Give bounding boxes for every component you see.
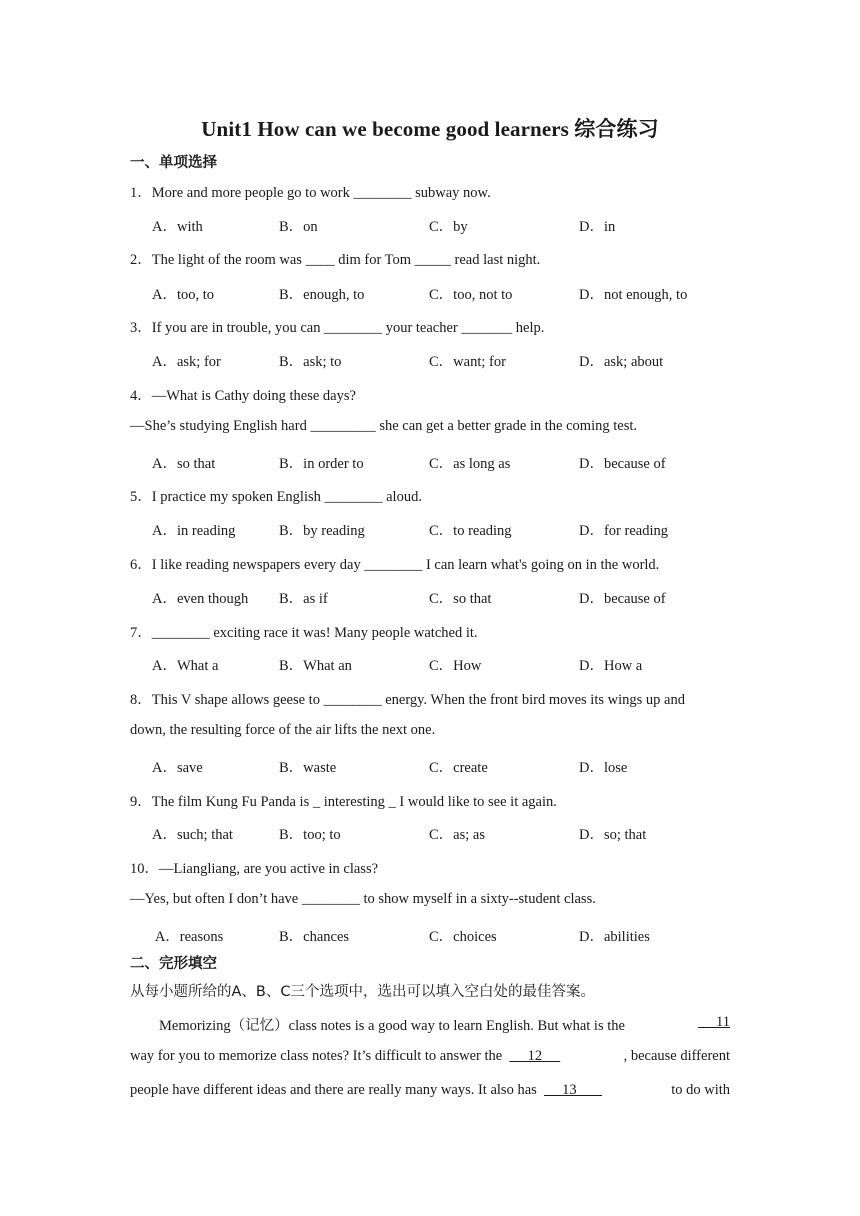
question-1: 1．More and more people go to work ________ subway now. <box>130 185 491 201</box>
option-c[interactable]: C．How <box>429 658 482 674</box>
page-title: Unit1 How can we become good learners 综合练习 <box>201 117 659 141</box>
question-4-options <box>152 452 752 472</box>
option-b[interactable]: B．enough, to <box>279 287 365 303</box>
option-c[interactable]: C．too, not to <box>429 287 513 303</box>
option-b[interactable]: B．chances <box>279 929 350 945</box>
option-a[interactable]: A．with <box>152 219 203 235</box>
passage-line-2 <box>130 1048 730 1065</box>
option-d[interactable]: D．in <box>579 219 616 235</box>
option-c[interactable]: C．as long as <box>429 456 511 472</box>
section-heading-cloze: 二、完形填空 <box>130 956 217 972</box>
option-d[interactable]: D．How a <box>579 658 643 674</box>
option-c[interactable]: C．so that <box>429 591 492 607</box>
option-b[interactable]: B．in order to <box>279 456 364 472</box>
question-7: 7．________ exciting race it was! Many people watched it. <box>130 625 478 641</box>
question-9-options <box>152 823 752 843</box>
question-8-options <box>152 756 752 776</box>
question-9: 9．The film Kung Fu Panda is _ interesting _ I would like to see it again. <box>130 794 557 810</box>
option-a[interactable]: A．reasons <box>152 929 224 945</box>
option-a[interactable]: A．even though <box>152 591 249 607</box>
question-8-line-2: down, the resulting force of the air lifts the next one. <box>130 722 436 738</box>
question-3-options <box>152 350 752 370</box>
option-b[interactable]: B．by reading <box>279 523 365 539</box>
option-d[interactable]: D．because of <box>579 591 666 607</box>
option-a[interactable]: A．such; that <box>152 827 233 843</box>
option-b[interactable]: B．waste <box>279 760 337 776</box>
passage-text: , because different <box>623 1048 730 1064</box>
option-d[interactable]: D．for reading <box>579 523 668 539</box>
passage-text: people have different ideas and there are really many ways. It also has <box>130 1082 545 1098</box>
option-d[interactable]: D．abilities <box>579 929 650 945</box>
question-6-options <box>152 587 752 607</box>
option-b[interactable]: B．as if <box>279 591 328 607</box>
option-d[interactable]: D．because of <box>579 456 666 472</box>
question-2-options <box>152 283 752 303</box>
option-c[interactable]: C．by <box>429 219 468 235</box>
question-10: 10．—Liangliang, are you active in class? <box>130 861 379 877</box>
passage-line-3 <box>130 1082 730 1099</box>
option-d[interactable]: D．lose <box>579 760 628 776</box>
option-b[interactable]: B．ask; to <box>279 354 342 370</box>
option-a[interactable]: A．save <box>152 760 203 776</box>
option-c[interactable]: C．to reading <box>429 523 512 539</box>
option-c[interactable]: C．want; for <box>429 354 506 370</box>
question-5-options <box>152 519 752 539</box>
option-a[interactable]: A．ask; for <box>152 354 221 370</box>
question-7-options <box>152 654 752 674</box>
blank-11[interactable]: 11 <box>697 1014 730 1030</box>
option-a[interactable]: A．so that <box>152 456 216 472</box>
option-a[interactable]: A．too, to <box>152 287 215 303</box>
option-b[interactable]: B．What an <box>279 658 352 674</box>
passage-text: Memorizing（记忆）class notes is a good way to learn English. But what is the <box>130 1018 633 1034</box>
question-2: 2．The light of the room was ____ dim for Tom _____ read last night. <box>130 252 541 268</box>
option-d[interactable]: D．so; that <box>579 827 647 843</box>
question-8: 8．This V shape allows geese to ________ energy. When the front bird moves its wings up and <box>130 692 685 708</box>
option-a[interactable]: A．What a <box>152 658 219 674</box>
option-c[interactable]: C．choices <box>429 929 497 945</box>
question-3: 3．If you are in trouble, you can ________ your teacher _______ help. <box>130 320 545 336</box>
passage-text: to do with <box>663 1082 730 1098</box>
question-10-line-2: —Yes, but often I don’t have ________ to show myself in a sixty--student class. <box>130 891 596 907</box>
instruction-text: 从每小题所给的A、B、C三个选项中，选出可以填入空白处的最佳答案。 <box>130 984 595 1000</box>
option-c[interactable]: C．as; as <box>429 827 485 843</box>
blank-12[interactable]: 12 <box>509 1048 561 1064</box>
question-4: 4．—What is Cathy doing these days? <box>130 388 356 404</box>
option-b[interactable]: B．too; to <box>279 827 341 843</box>
question-5: 5．I practice my spoken English ________ aloud. <box>130 489 422 505</box>
option-c[interactable]: C．create <box>429 760 488 776</box>
option-d[interactable]: D．not enough, to <box>579 287 688 303</box>
question-4-line-2: —She’s studying English hard _________ she can get a better grade in the coming test. <box>130 418 637 434</box>
passage-text: way for you to memorize class notes? It’s difficult to answer the <box>130 1048 510 1064</box>
option-b[interactable]: B．on <box>279 219 318 235</box>
section-heading-single-choice: 一、单项选择 <box>130 155 217 171</box>
option-a[interactable]: A．in reading <box>152 523 236 539</box>
blank-13[interactable]: 13 <box>544 1082 603 1098</box>
question-10-options <box>152 925 752 945</box>
option-d[interactable]: D．ask; about <box>579 354 664 370</box>
passage-line-1 <box>130 1014 730 1035</box>
question-6: 6．I like reading newspapers every day ________ I can learn what's going on in the world. <box>130 557 660 573</box>
question-1-options <box>152 215 752 235</box>
